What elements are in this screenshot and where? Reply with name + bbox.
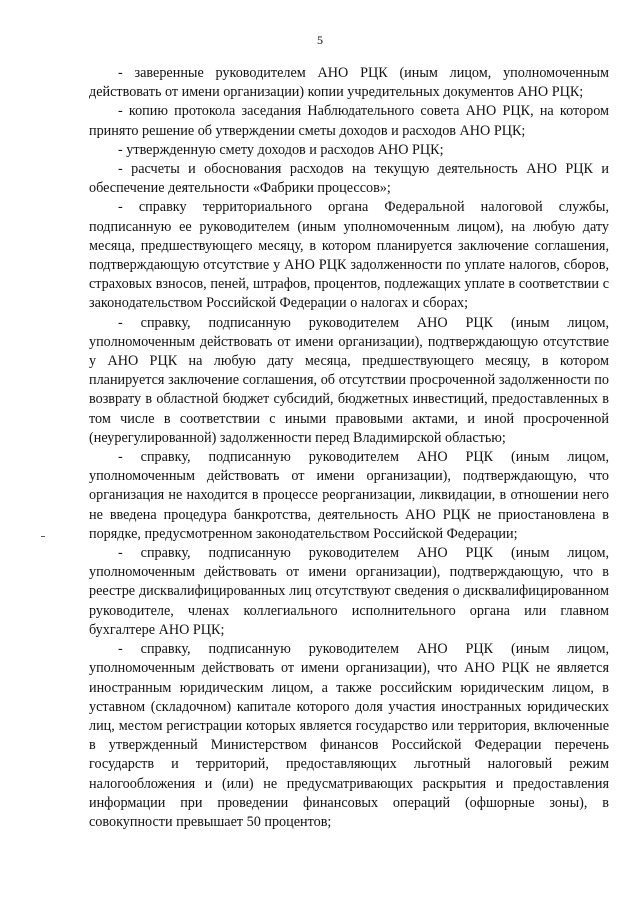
list-item-expense-calculations: - расчеты и обоснования расходов на текущую деятельность АНО РЦК и обеспечение деятельности «Фабрики процессов»; [89, 161, 609, 197]
list-item-approved-budget: - утвержденную смету доходов и расходов АНО РЦК; [118, 141, 444, 158]
margin-mark [41, 536, 45, 537]
list-item-foreign-entity-certificate: - справку, подписанную руководителем АНО РЦК (иным лицом, уполномоченным действовать от имени организации), что АНО РЦК не является иностранным юридическим лицом, а также российским юридическим лицом, в уставном (складочном) капитале которого доля участия иностранных юридических лиц, местом регистрации которых является государство или территория, включенные в утвержденный Министерством финансов Российской Федерации перечень государств и территорий, предоставляющих льготный налоговый режим налогообложения и (или) не предусматривающих раскрытия и предоставления информации при проведении финансовых операций (офшорные зоны), в совокупности превышает 50 процентов; [89, 641, 609, 830]
list-item-debt-certificate: - справку, подписанную руководителем АНО РЦК (иным лицом, уполномоченным действовать от имени организации), подтверждающую отсутствие у АНО РЦК на любую дату месяца, предшествующего месяцу, в котором планируется заключение соглашения, об отсутствии просроченной задолженности по возврату в областной бюджет субсидий, бюджетных инвестиций, предоставленных в том числе в соответствии с иными правовыми актами, и иной просроченной (неурегулированной) задолженности перед Владимирской областью; [89, 314, 609, 446]
list-item-founding-documents: - заверенные руководителем АНО РЦК (иным лицом, уполномоченным действовать от имени организации) копии учредительных документов АНО РЦК; [89, 65, 609, 101]
list-item-reorganization-certificate: - справку, подписанную руководителем АНО РЦК (иным лицом, уполномоченным действовать от имени организации), подтверждающую, что организация не находится в процессе реорганизации, ликвидации, в отношении него не введена процедура банкротства, деятельность АНО РЦК не приостановлена в порядке, предусмотренном законодательством Российской Федерации; [89, 449, 609, 542]
document-body [89, 64, 609, 832]
page-number: 5 [317, 33, 323, 47]
list-item-tax-certificate: - справку территориального органа Федеральной налоговой службы, подписанную ее руководителем (иным уполномоченным лицом), на любую дату месяца, предшествующего месяцу, в котором планируется заключение соглашения, подтверждающую отсутствие у АНО РЦК задолженности по уплате налогов, сборов, страховых взносов, пеней, штрафов, процентов, подлежащих уплате в соответствии с законодательством Российской Федерации о налогах и сборах; [89, 199, 609, 312]
list-item-disqualified-persons-certificate: - справку, подписанную руководителем АНО РЦК (иным лицом, уполномоченным действовать от имени организации), подтверждающую, что в реестре дисквалифицированных лиц отсутствуют сведения о дисквалифицированном руководителе, членах коллегиального исполнительного органа или главном бухгалтере АНО РЦК; [89, 545, 609, 638]
list-item-board-protocol: - копию протокола заседания Наблюдательного совета АНО РЦК, на котором принято решение об утверждении сметы доходов и расходов АНО РЦК; [89, 103, 609, 139]
